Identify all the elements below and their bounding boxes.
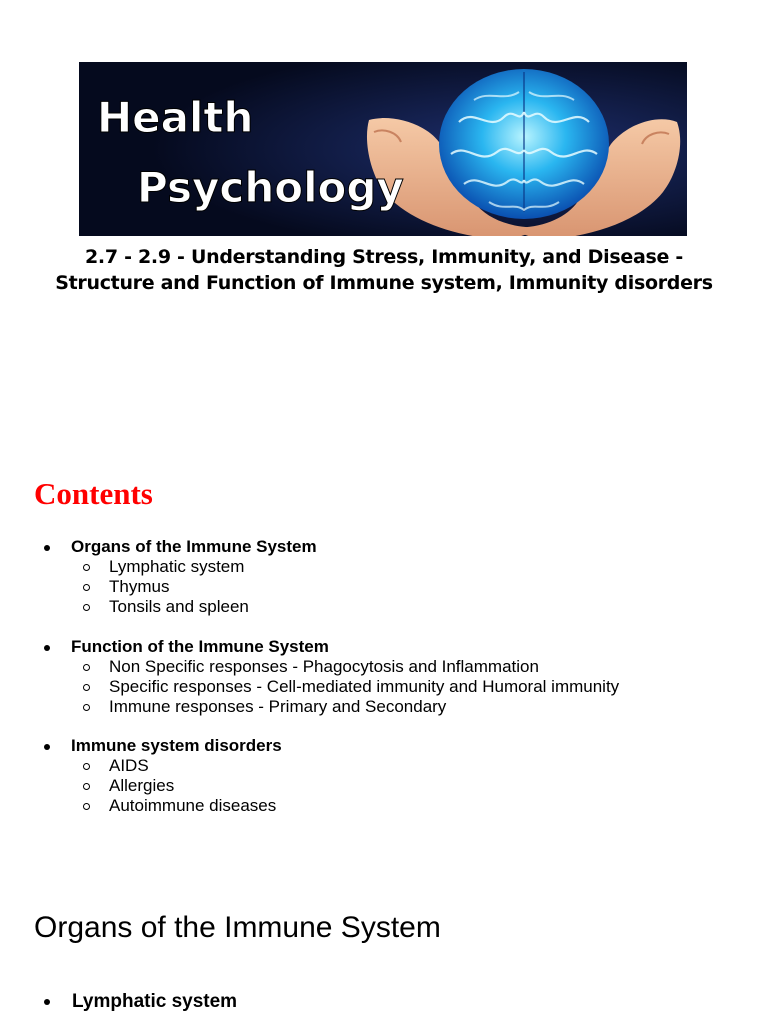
- toc-item: Thymus: [71, 577, 768, 597]
- contents-heading: Contents: [34, 476, 153, 511]
- brain-icon: [439, 69, 609, 219]
- banner-line2: Psychology: [137, 163, 404, 212]
- header-banner: [79, 62, 687, 236]
- toc-sublist: [71, 557, 768, 617]
- toc-item: Autoimmune diseases: [71, 796, 768, 816]
- subtitle-line1: 2.7 - 2.9 - Understanding Stress, Immunity, and Disease -: [85, 246, 683, 268]
- toc-section-title: Function of the Immune System: [71, 636, 329, 656]
- toc-section-title: Immune system disorders: [71, 736, 282, 755]
- toc-section: [0, 736, 768, 816]
- toc-item: AIDS: [71, 756, 768, 776]
- toc-section: [0, 637, 768, 717]
- toc-item: Lymphatic system: [71, 557, 768, 577]
- toc-item: Non Specific responses - Phagocytosis and Inflammation: [71, 657, 768, 677]
- toc-sublist: [71, 756, 768, 816]
- toc-sublist: [71, 657, 768, 717]
- banner-graphic: [79, 62, 687, 236]
- toc-item: Specific responses - Cell-mediated immunity and Humoral immunity: [71, 677, 768, 697]
- toc-item: Immune responses - Primary and Secondary: [71, 697, 768, 717]
- toc-section: [0, 537, 768, 617]
- toc-item: Allergies: [71, 776, 768, 796]
- document-subtitle: [20, 244, 748, 296]
- table-of-contents: [0, 537, 768, 836]
- toc-section-title: Organs of the Immune System: [71, 537, 317, 556]
- banner-line1: Health: [97, 93, 254, 142]
- section-heading: Organs of the Immune System: [34, 911, 441, 944]
- section-list: [0, 991, 237, 1013]
- subtitle-line2: Structure and Function of Immune system, Immunity disorders: [55, 272, 713, 294]
- section-list-item: Lymphatic system: [0, 991, 237, 1013]
- toc-item: Tonsils and spleen: [71, 597, 768, 617]
